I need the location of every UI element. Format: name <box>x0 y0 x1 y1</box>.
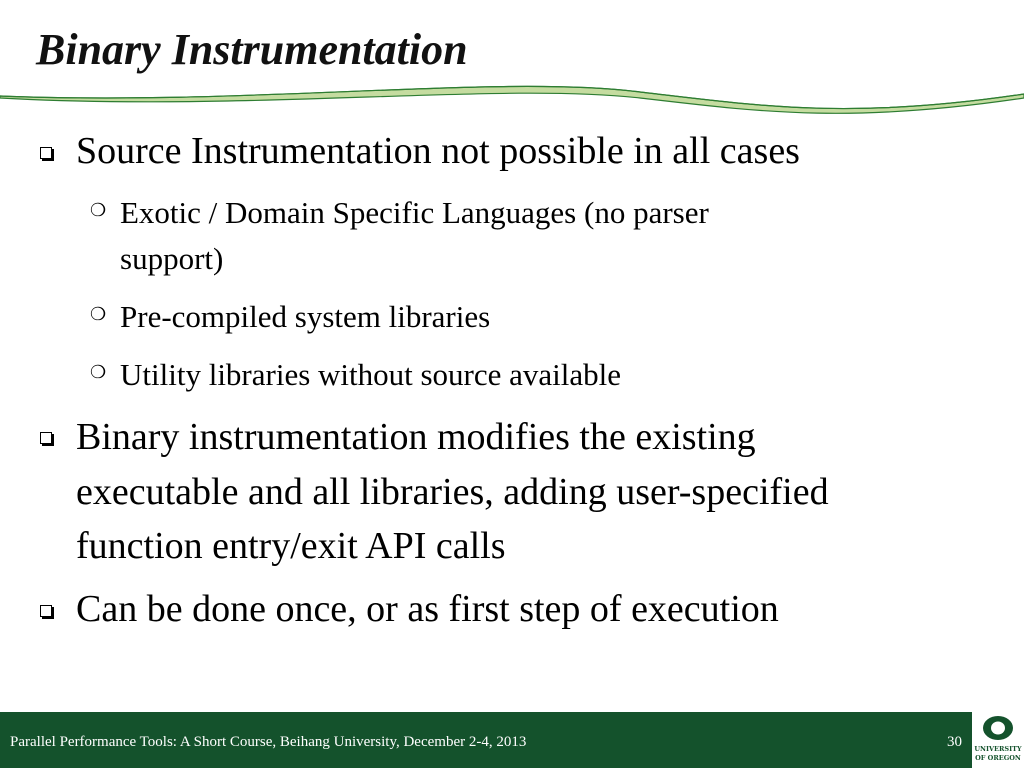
square-bullet-icon <box>40 147 52 159</box>
bullet-text: Source Instrumentation not possible in all cases <box>76 130 800 172</box>
square-bullet-icon <box>40 432 52 444</box>
sub-bullet-text: support) <box>120 241 224 276</box>
sub-bullet-text: Utility libraries without source available <box>120 357 622 392</box>
bullet-text: Binary instrumentation modifies the existing <box>76 416 756 458</box>
square-bullet-icon <box>40 605 52 617</box>
logo-text-line2: OF OREGON <box>975 754 1021 762</box>
circle-bullet-icon: ❍ <box>90 200 107 221</box>
bullet-text: function entry/exit API calls <box>76 525 506 567</box>
page-number: 30 <box>947 734 962 750</box>
footer-text: Parallel Performance Tools: A Short Course, Beihang University, December 2-4, 2013 <box>10 734 527 750</box>
circle-bullet-icon: ❍ <box>90 304 107 325</box>
university-of-oregon-logo <box>972 712 1024 768</box>
oregon-o-icon <box>980 714 1016 742</box>
sub-bullet-text: Pre-compiled system libraries <box>120 299 491 334</box>
sub-bullet-text: Exotic / Domain Specific Languages (no parser <box>120 195 709 230</box>
bullet-text: Can be done once, or as first step of execution <box>76 588 779 630</box>
circle-bullet-icon: ❍ <box>90 362 107 383</box>
slide-title: Binary Instrumentation <box>36 25 468 74</box>
footer-bar <box>0 712 972 768</box>
bullet-text: executable and all libraries, adding user-specified <box>76 471 829 513</box>
logo-text-line1: UNIVERSITY <box>974 745 1022 753</box>
